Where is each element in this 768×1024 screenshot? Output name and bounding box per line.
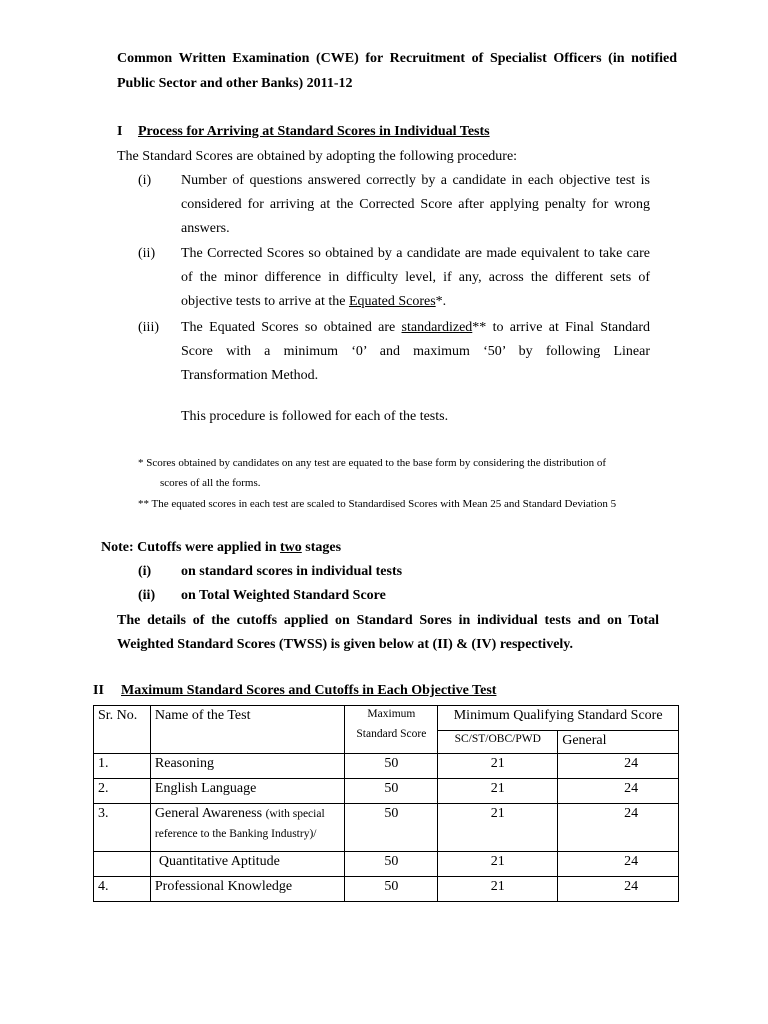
section2-number: II: [93, 683, 104, 698]
procedure-item-3-number: (iii): [138, 320, 159, 335]
section1-number: I: [117, 124, 123, 139]
cutoff-note: Note: Cutoffs were applied in two stages: [101, 540, 342, 555]
row-reserved-cutoff: 21: [490, 756, 505, 771]
row-max-score: 50: [384, 879, 399, 894]
header-reserved-category: SC/ST/OBC/PWD: [438, 731, 558, 754]
procedure-item-2-line2: of the minor difference in difficulty level, if any, across the different sets of: [181, 270, 650, 285]
header-max-score: Maximum Standard Score: [345, 706, 438, 754]
section1-heading: Process for Arriving at Standard Scores in Individual Tests: [138, 124, 490, 139]
row-general-cutoff: 24: [624, 781, 639, 796]
footnote-1-line1: * Scores obtained by candidates on any test are equated to the base form by considering the distribution of: [138, 457, 606, 469]
header-test-name: Name of the Test: [150, 706, 345, 754]
row-sr: 4.: [98, 879, 109, 894]
header-min-qualifying: Minimum Qualifying Standard Score: [438, 706, 679, 731]
row-test-name-detail: reference to the Banking Industry)/: [154, 828, 317, 840]
row-test-name: English Language: [154, 781, 257, 796]
row-general-cutoff: 24: [624, 806, 639, 821]
footnote-2: ** The equated scores in each test are scaled to Standardised Scores with Mean 25 and Standard Deviation 5: [138, 498, 617, 510]
table-row: [94, 877, 679, 902]
procedure-item-2-number: (ii): [138, 246, 156, 261]
document-title-line2: Public Sector and other Banks) 2011-12: [117, 76, 353, 91]
row-general-cutoff: 24: [624, 854, 639, 869]
cutoff-details-line2: Weighted Standard Scores (TWSS) is given below at (II) & (IV) respectively.: [117, 637, 574, 652]
cutoff-stage-1-text: on standard scores in individual tests: [181, 564, 403, 579]
table-row: [94, 852, 679, 877]
equated-scores-term: Equated Scores: [348, 294, 436, 309]
row-test-name: Professional Knowledge: [154, 879, 293, 894]
row-general-cutoff: 24: [624, 756, 639, 771]
row-reserved-cutoff: 21: [490, 854, 505, 869]
procedure-item-1-line2: considered for arriving at the Corrected Score after applying penalty for wrong: [181, 197, 650, 212]
section2-heading: Maximum Standard Scores and Cutoffs in Each Objective Test: [121, 683, 497, 698]
row-sr: 2.: [98, 781, 109, 796]
row-general-cutoff: 24: [624, 879, 639, 894]
cutoff-stage-2-text: on Total Weighted Standard Score: [181, 588, 386, 603]
procedure-item-2-line1: The Corrected Scores so obtained by a candidate are made equivalent to take care: [181, 246, 650, 261]
row-sr: 3.: [98, 806, 109, 821]
row-max-score: 50: [384, 756, 399, 771]
row-max-score: 50: [384, 781, 399, 796]
procedure-item-3-line3: Transformation Method.: [181, 368, 319, 383]
row-sr: [94, 852, 150, 856]
header-general-category: General: [558, 731, 679, 754]
table-row: [94, 779, 679, 804]
scores-table: [93, 705, 679, 902]
row-test-name: Reasoning: [154, 756, 214, 771]
procedure-item-1-line1: Number of questions answered correctly by a candidate in each objective test is: [181, 173, 650, 188]
cutoff-stage-1-number: (i): [138, 564, 152, 579]
row-test-name: Quantitative Aptitude: [158, 854, 280, 869]
section1-intro: The Standard Scores are obtained by adopting the following procedure:: [117, 149, 518, 164]
document-title-line1: Common Written Examination (CWE) for Recruitment of Specialist Officers (in notified: [117, 51, 677, 66]
table-row: [94, 754, 679, 779]
procedure-item-3-line2: Score with a minimum ‘0’ and maximum ‘50’ by following Linear: [181, 344, 650, 359]
footnote-1-line2: scores of all the forms.: [160, 477, 261, 489]
procedure-item-3-line1: The Equated Scores so obtained are standardized** to arrive at Final Standard: [181, 320, 650, 335]
procedure-note: This procedure is followed for each of the tests.: [181, 409, 449, 424]
procedure-item-2-line3: objective tests to arrive at the Equated Scores*.: [181, 294, 447, 309]
row-sr: 1.: [98, 756, 109, 771]
row-reserved-cutoff: 21: [490, 806, 505, 821]
standardized-term: standardized: [401, 320, 473, 335]
row-max-score: 50: [384, 854, 399, 869]
header-sr-no: Sr. No.: [94, 706, 151, 754]
procedure-item-1-number: (i): [138, 173, 152, 188]
cutoff-details-line1: The details of the cutoffs applied on Standard Sores in individual tests and on Total: [117, 613, 659, 628]
row-max-score: 50: [384, 806, 399, 821]
row-reserved-cutoff: 21: [490, 879, 505, 894]
row-reserved-cutoff: 21: [490, 781, 505, 796]
row-test-name: General Awareness (with special: [154, 806, 325, 821]
procedure-item-1-line3: answers.: [181, 221, 230, 236]
cutoff-stage-2-number: (ii): [138, 588, 156, 603]
table-row: [94, 804, 679, 852]
